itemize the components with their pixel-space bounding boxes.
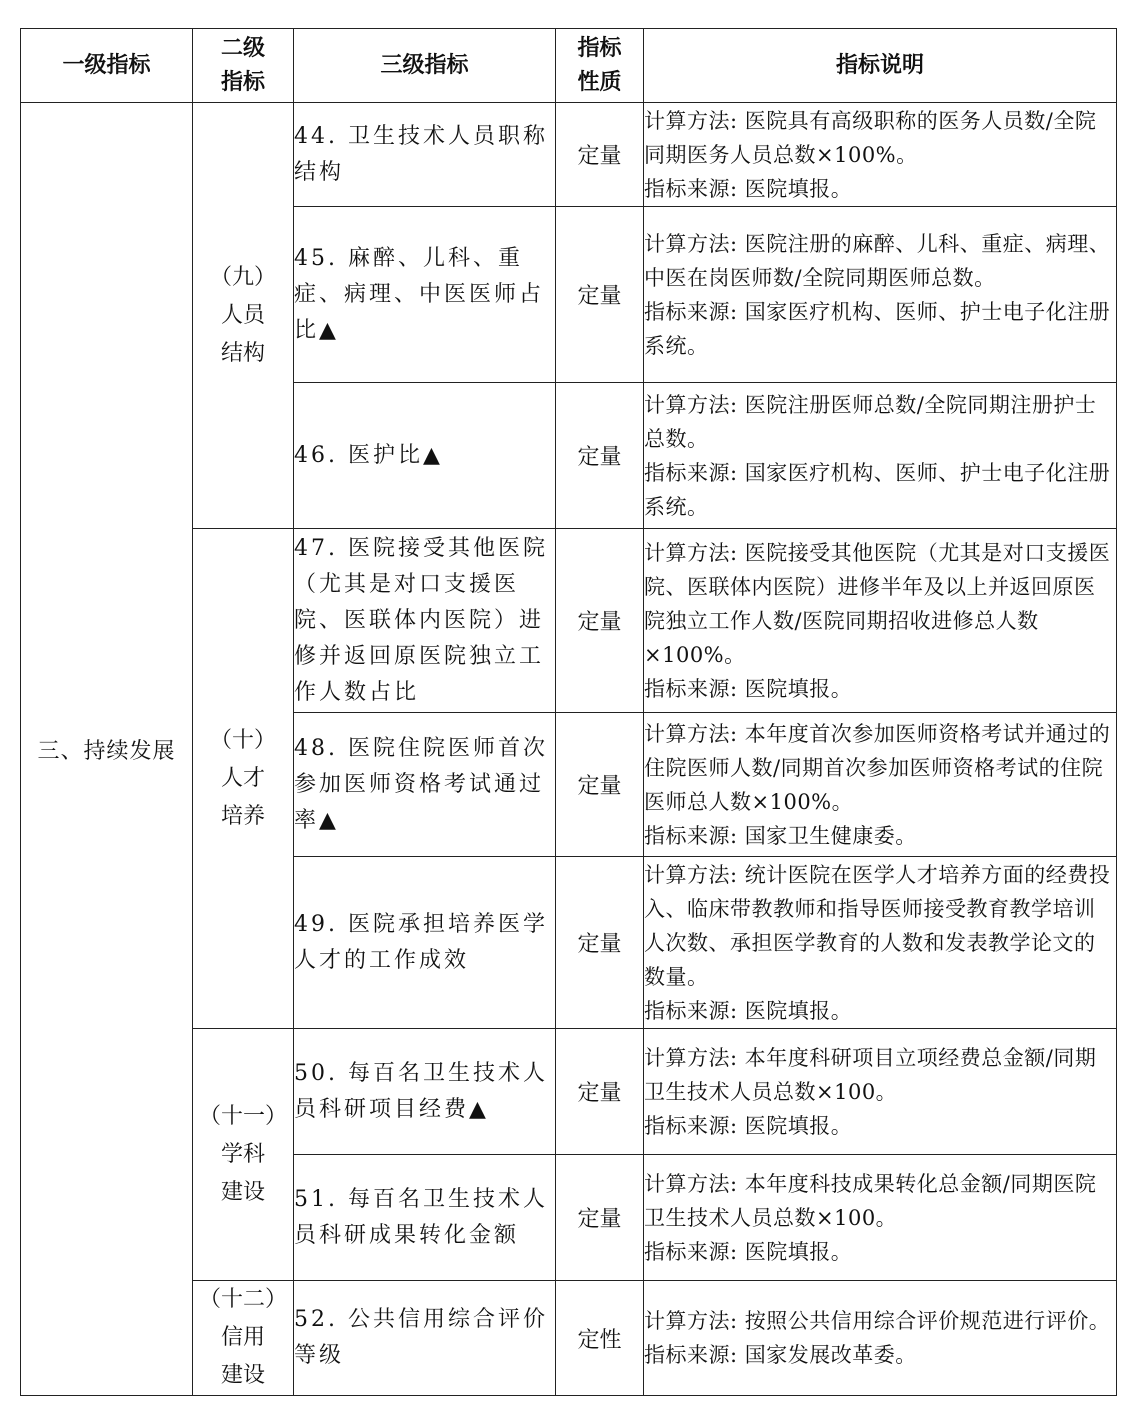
indicator-source: 指标来源: 国家发展改革委。: [644, 1343, 917, 1367]
header-row: [21, 29, 1117, 103]
header-level2-line1: 二级: [220, 35, 265, 61]
level3-indicator: 52. 公共信用综合评价等级: [294, 1281, 556, 1396]
indicator-nature: 定量: [556, 103, 644, 207]
indicator-source: 指标来源: 医院填报。: [644, 176, 853, 201]
calc-method: 计算方法: 本年度科研项目立项经费总金额/同期卫生技术人员总数×100。: [644, 1045, 1097, 1104]
level3-indicator: 48. 医院住院医师首次参加医师资格考试通过率▲: [294, 713, 556, 857]
indicator-table: [20, 28, 1117, 1396]
level2-line: 建设: [220, 1363, 265, 1388]
level2-line: 建设: [220, 1179, 265, 1205]
calc-method: 计算方法: 医院注册医师总数/全院同期注册护士总数。: [644, 392, 1097, 451]
indicator-nature: 定量: [556, 383, 644, 529]
level2-cell: [193, 103, 294, 529]
indicator-description: [644, 529, 1117, 713]
indicator-description: [644, 857, 1117, 1029]
level2-line: 结构: [220, 340, 265, 366]
level3-indicator: 51. 每百名卫生技术人员科研成果转化金额: [294, 1155, 556, 1281]
header-level3: 三级指标: [294, 29, 556, 103]
level2-cell: [193, 1281, 294, 1396]
calc-method: 计算方法: 本年度首次参加医师资格考试并通过的住院医师人数/同期首次参加医师资格考试的住院医师总人数×100%。: [644, 721, 1111, 814]
indicator-source: 指标来源: 医院填报。: [644, 1239, 853, 1264]
level2-line: 培养: [220, 803, 265, 829]
calc-method: 计算方法: 本年度科技成果转化总金额/同期医院卫生技术人员总数×100。: [644, 1171, 1097, 1230]
indicator-description: [644, 713, 1117, 857]
level2-line: 信用: [220, 1325, 265, 1350]
indicator-description: [644, 1281, 1117, 1396]
indicator-nature: 定性: [556, 1281, 644, 1396]
calc-method: 计算方法: 医院接受其他医院（尤其是对口支援医院、医联体内医院）进修半年及以上并返回原医院独立工作人数/医院同期招收进修总人数×100%。: [644, 540, 1111, 667]
level2-line: 人员: [220, 302, 265, 328]
header-level2-line2: 指标: [220, 69, 265, 95]
level3-indicator: 50. 每百名卫生技术人员科研项目经费▲: [294, 1029, 556, 1155]
level2-cell: [193, 1029, 294, 1281]
indicator-source: 指标来源: 国家医疗机构、医师、护士电子化注册系统。: [644, 460, 1111, 519]
indicator-description: [644, 1155, 1117, 1281]
header-nature: [556, 29, 644, 103]
calc-method: 计算方法: 医院注册的麻醉、儿科、重症、病理、中医在岗医师数/全院同期医师总数。: [644, 231, 1111, 290]
indicator-nature: 定量: [556, 857, 644, 1029]
indicator-source: 指标来源: 国家医疗机构、医师、护士电子化注册系统。: [644, 299, 1111, 358]
header-level1: 一级指标: [21, 29, 193, 103]
level3-indicator: 44. 卫生技术人员职称结构: [294, 103, 556, 207]
indicator-description: [644, 383, 1117, 529]
indicator-description: [644, 207, 1117, 383]
indicator-description: [644, 1029, 1117, 1155]
header-description: 指标说明: [644, 29, 1117, 103]
indicator-nature: 定量: [556, 1155, 644, 1281]
level2-line: 学科: [220, 1141, 265, 1167]
calc-method: 计算方法: 按照公共信用综合评价规范进行评价。: [644, 1309, 1111, 1333]
header-level2: [193, 29, 294, 103]
level2-line: 人才: [220, 765, 265, 791]
level2-line: （十一）: [198, 1103, 287, 1129]
indicator-source: 指标来源: 国家卫生健康委。: [644, 823, 917, 848]
indicator-description: [644, 103, 1117, 207]
indicator-nature: 定量: [556, 1029, 644, 1155]
indicator-nature: 定量: [556, 713, 644, 857]
indicator-source: 指标来源: 医院填报。: [644, 998, 853, 1023]
level3-indicator: 46. 医护比▲: [294, 383, 556, 529]
indicator-source: 指标来源: 医院填报。: [644, 1113, 853, 1138]
level2-line: （十二）: [198, 1287, 287, 1312]
table-row: [21, 103, 1117, 207]
level2-line: （九）: [209, 264, 276, 290]
level2-cell: [193, 529, 294, 1029]
indicator-nature: 定量: [556, 207, 644, 383]
level3-indicator: 49. 医院承担培养医学人才的工作成效: [294, 857, 556, 1029]
header-nature-line2: 性质: [577, 69, 622, 95]
level3-indicator: 47. 医院接受其他医院（尤其是对口支援医院、医联体内医院）进修并返回原医院独立工作人数占比: [294, 529, 556, 713]
calc-method: 计算方法: 医院具有高级职称的医务人员数/全院同期医务人员总数×100%。: [644, 108, 1097, 167]
level2-line: （十）: [209, 727, 276, 753]
level3-indicator: 45. 麻醉、儿科、重症、病理、中医医师占比▲: [294, 207, 556, 383]
indicator-nature: 定量: [556, 529, 644, 713]
header-nature-line1: 指标: [577, 35, 622, 61]
calc-method: 计算方法: 统计医院在医学人才培养方面的经费投入、临床带教教师和指导医师接受教育教学培训人次数、承担医学教育的人数和发表教学论文的数量。: [644, 862, 1111, 989]
level1-cell: 三、持续发展: [21, 103, 193, 1396]
indicator-source: 指标来源: 医院填报。: [644, 676, 853, 701]
